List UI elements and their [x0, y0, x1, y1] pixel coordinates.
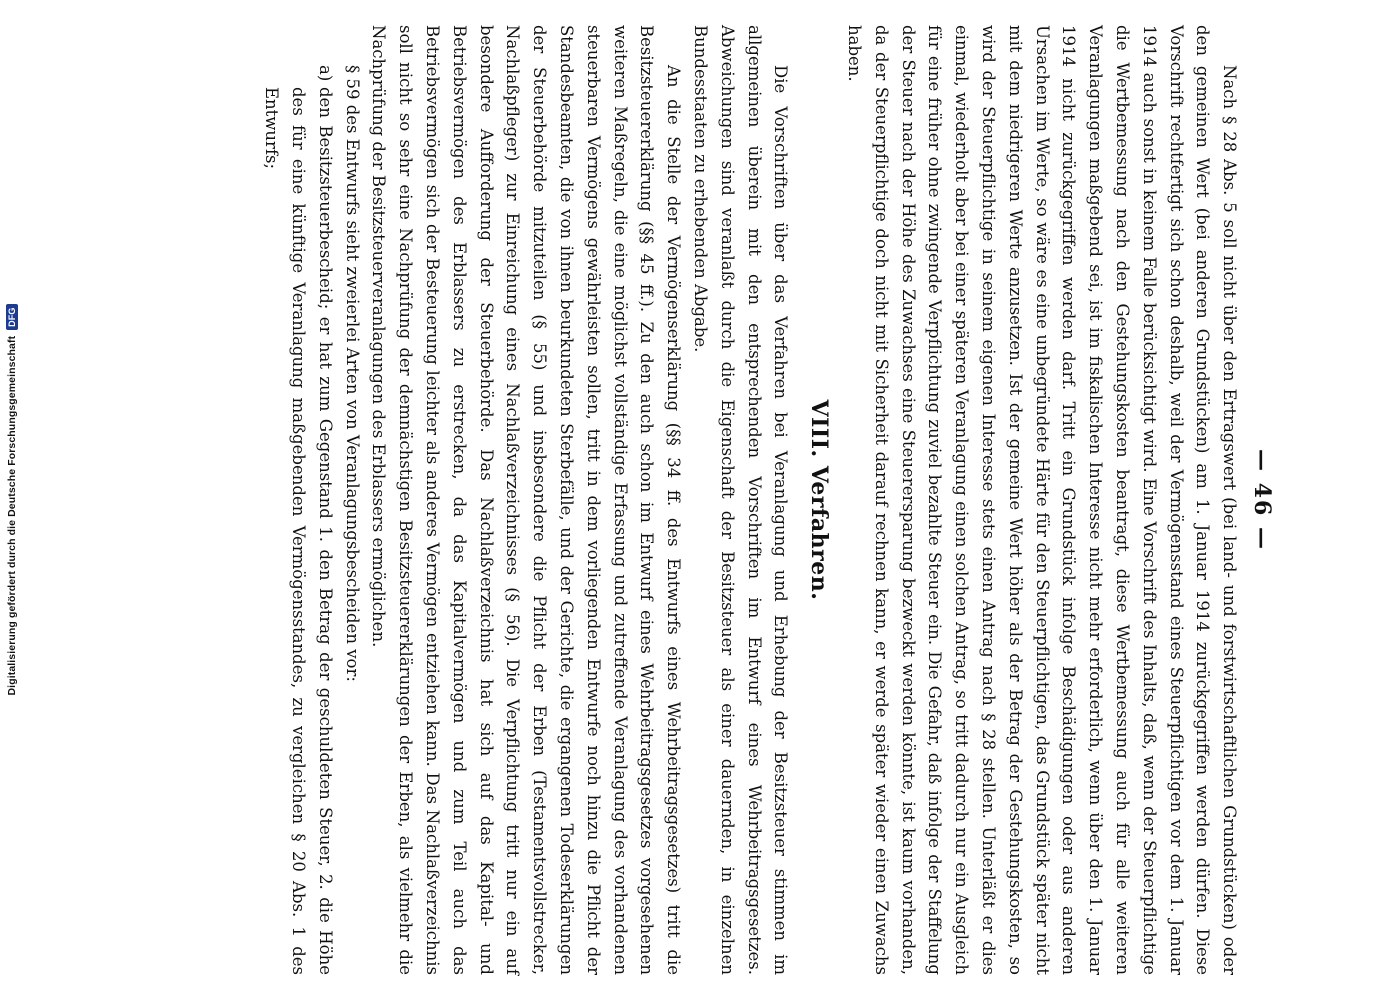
- list-item-text: den Besitzsteuerbescheid; er hat zum Gegenstand 1. den Betrag der geschuldeten Steuer, 2. die Höhe des für eine künftige Veranlagung maßgebenden Vermögensstandes, zu vergleichen § 20 Abs. 1 des Entwurfs;: [262, 87, 335, 975]
- page-number: — 46 —: [1249, 449, 1275, 551]
- dfg-logo-icon: DFG: [6, 305, 18, 330]
- list-marker: a): [315, 65, 335, 82]
- digitization-credit: [0, 0, 24, 1000]
- paragraph-verfahren: Die Vorschriften über das Verfahren bei Veranlagung und Erhebung der Besitzsteuer stimmen im allgemeinen überein mit den entsprechenden Vorschriften im Entwurf eines Wehrbeitragsgesetzes. Abweichungen sind veranlaßt durch die Eigenschaft der Besitzsteuer als einer dauernden, in einzelnen Bundesstaaten zu erhebenden Abgabe.: [691, 25, 791, 975]
- paragraph-vermoegenserklaerung: An die Stelle der Vermögenserklärung (§§ 34 ff. des Entwurfs eines Wehrbeitragsgesetzes) tritt die Besitzsteuererklärung (§§ 45 ff.). Zu den auch schon im Entwurf eines Wehrbeitragsgesetzes vorgesehenen weiteren Maßregeln, die eine möglichst vollständige Erfassung und zutreffende Veranlagung des vorhandenen steuerbaren Vermögens gewährleisten sollen, tritt in dem vorliegenden Entwurfe noch hinzu die Pflicht der Standesbeamten, die von ihnen beurkundeten Sterbefälle, und der Gerichte, die ergangenen Todeserklärungen der Steuerbehörde mitzuteilen (§ 55) und insbesondere die Pflicht der Erben (Testamentsvollstrecker, Nachlaßpfleger) zur Einreichung eines Nachlaßverzeichnisses (§ 56). Die Verpflichtung tritt nur ein auf besondere Aufforderung der Steuerbehörde. Das Nachlaßverzeichnis hat sich auf das Kapital- und Betriebsvermögen des Erblassers zu erstrecken, da das Kapitalvermögen und zum Teil auch das Betriebsvermögen sich der Besteuerung leichter als anderes Vermögen entziehen kann. Das Nachlaßverzeichnis soll nicht so sehr eine Nachprüfung der demnächstigen Besitzsteuererklärungen der Erben, als vielmehr die Nachprüfung der Besitzsteuerveranlagungen des Erblassers ermöglichen.: [369, 25, 684, 975]
- credit-text: Digitalisierung gefördert durch die Deutsche Forschungsgemeinschaft: [6, 335, 18, 696]
- paragraph-grundstueck: Nach § 28 Abs. 5 soll nicht über den Ertragswert (bei land- und forstwirtschaftlichen Grundstücken) oder den gemeinen Wert (bei anderen Grundstücken) am 1. Januar 1914 zurückgegriffen werden dürfen. Diese Vorschrift rechtfertigt sich schon deshalb, weil der Vermögensstand eines Steuerpflichtigen vor dem 1. Januar 1914 auch sonst in keinem Falle berücksichtigt wird. Eine Vorschrift des Inhalts, daß, wenn der Steuerpflichtige die Wertbemessung nach den Gestehungskosten beantragt, diese Wertbemessung auch für alle weiteren Veranlagungen maßgebend sei, ist im fiskalischen Interesse nicht mehr erforderlich, wenn über den 1. Januar 1914 nicht zurückgegriffen werden darf. Tritt ein Grundstück infolge Beschädigungen oder aus anderen Ursachen im Werte, so wäre es eine unbegründete Härte für den Steuerpflichtigen, das Grundstück später nicht mit dem niedrigeren Werte anzusetzen. Ist der gemeine Wert höher als der Betrag der Gestehungskosten, so wird der Steuerpflichtige in seinem eigenen Interesse stets einen Antrag nach § 28 stellen. Unterläßt er dies einmal, wiederholt aber bei einer späteren Veranlagung einen solchen Antrag, so tritt dadurch nur ein Ausgleich für eine früher ohne zwingende Verpflichtung zuviel bezahlte Steuer ein. Die Gefahr, daß infolge der Staffelung der Steuer nach der Höhe des Zuwachses eine Steuerersparung bezweckt werden könnte, ist kaum vorhanden, da der Steuerpflichtige doch nicht mit Sicherheit darauf rechnen kann, er werde später wieder einen Zuwachs haben.: [845, 25, 1240, 975]
- list-item: [258, 65, 338, 975]
- document-page: [245, 25, 1275, 975]
- section-heading: VIII. Verfahren.: [806, 399, 833, 601]
- bescheid-list: [258, 25, 338, 975]
- paragraph-veranlagungsbescheide: § 59 des Entwurfs sieht zweierlei Arten von Veranlagungsbescheiden vor:: [342, 65, 362, 682]
